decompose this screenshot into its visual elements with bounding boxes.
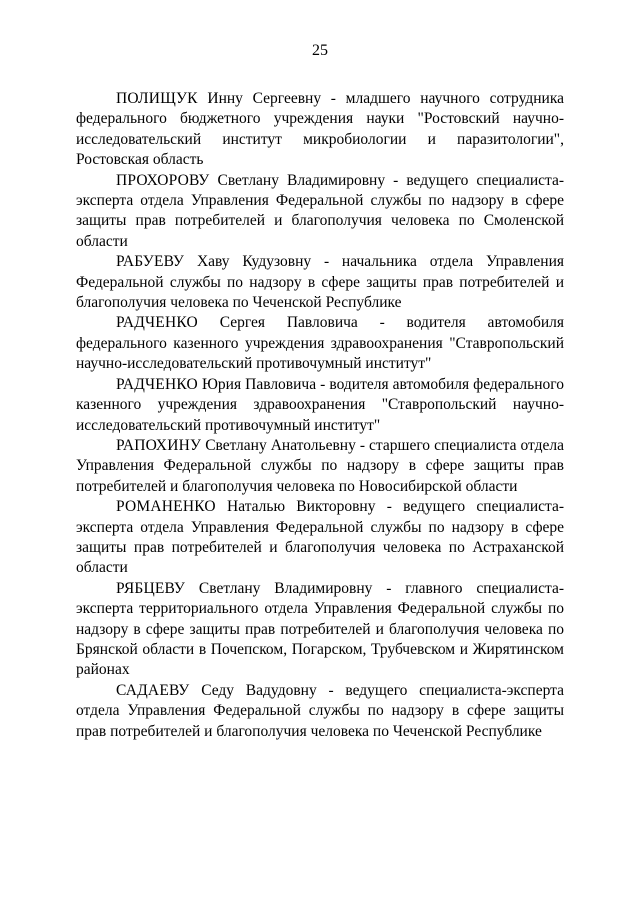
person-details: Сергея Павловича - водителя автомобиля федерального казенного учреждения здравоохранения "Ставропольский научно-исследовательский противочумный институт" bbox=[76, 314, 565, 373]
person-surname: РАДЧЕНКО bbox=[116, 314, 198, 332]
person-details: Светлану Анатольевну - старшего специалиста отдела Управления Федеральной службы по надзору в сфере защиты прав потребителей и благополучия человека по Новосибирской области bbox=[76, 436, 565, 495]
person-details: Светлану Владимировну - главного специалиста-эксперта территориального отдела Управления Федеральной службы по надзору в сфере защиты прав потребителей и благополучия человека по Брянской области в Почепском, Погарском, Трубчевском и Жирятинском районах bbox=[76, 579, 564, 679]
person-details: Наталью Викторовну - ведущего специалиста-эксперта отдела Управления Федеральной службы по надзору в сфере защиты прав потребителей и благополучия человека по Астраханской области bbox=[76, 498, 564, 577]
person-surname: РАПОХИНУ bbox=[116, 436, 202, 454]
person-details: Юрия Павловича - водителя автомобиля федерального казенного учреждения здравоохранения "Ставропольский научно-исследовательский противочумный институт" bbox=[76, 375, 564, 434]
person-surname: РАДЧЕНКО bbox=[116, 375, 198, 393]
person-surname: ПРОХОРОВУ bbox=[116, 171, 210, 189]
list-item bbox=[76, 497, 564, 579]
list-item bbox=[76, 313, 564, 374]
person-details: Светлану Владимировну - ведущего специалиста-эксперта отдела Управления Федеральной службы по надзору в сфере защиты прав потребителей и благополучия человека по Смоленской области bbox=[76, 171, 565, 250]
person-surname: РАБУЕВУ bbox=[116, 253, 185, 271]
page-number: 25 bbox=[312, 42, 328, 59]
list-item bbox=[76, 579, 564, 681]
person-details: Хаву Кудузовну - начальника отдела Управления Федеральной службы по надзору в сфере защиты прав потребителей и благополучия человека по Чеченской Республике bbox=[76, 253, 565, 312]
person-surname: САДАЕВУ bbox=[116, 681, 190, 699]
person-surname: ПОЛИЩУК bbox=[116, 90, 198, 107]
list-item bbox=[76, 252, 564, 313]
person-details: Инну Сергеевну - младшего научного сотрудника федерального бюджетного учреждения науки "Ростовский научно-исследовательский институт микробиологии и паразитологии", Ростовская область bbox=[76, 90, 564, 169]
list-item bbox=[76, 171, 564, 253]
person-details: Седу Вадудовну - ведущего специалиста-эксперта отдела Управления Федеральной службы по надзору в сфере защиты прав потребителей и благополучия человека по Чеченской Республике bbox=[76, 681, 564, 740]
person-surname: РОМАНЕНКО bbox=[116, 498, 216, 516]
list-item bbox=[76, 436, 564, 497]
list-item bbox=[76, 375, 564, 436]
award-list bbox=[76, 89, 564, 742]
list-item bbox=[76, 681, 564, 742]
list-item bbox=[76, 89, 564, 171]
person-surname: РЯБЦЕВУ bbox=[116, 579, 186, 597]
